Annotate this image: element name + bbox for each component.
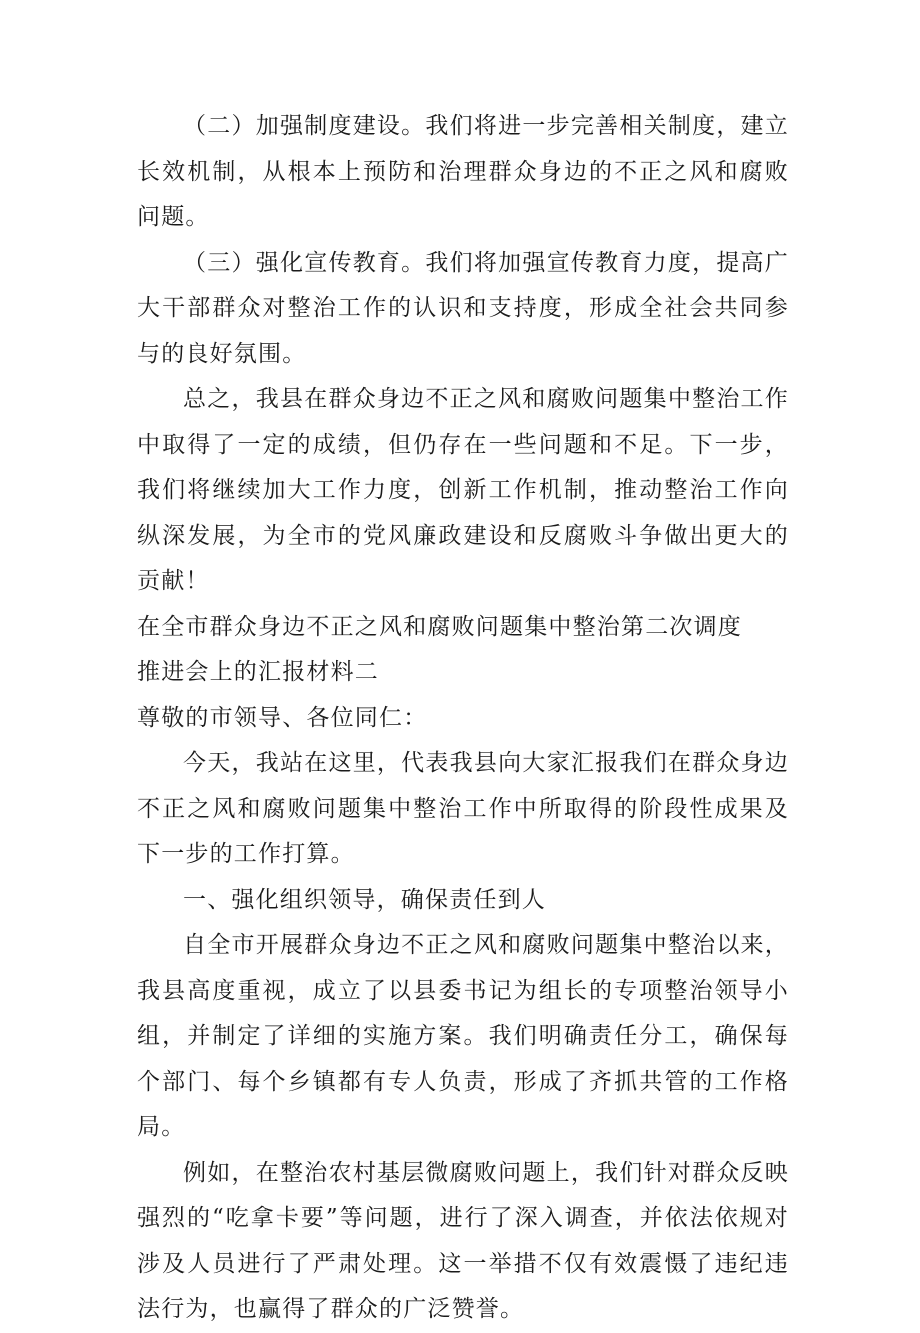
paragraph-publicity-education: （三）强化宣传教育。我们将加强宣传教育力度，提高广大干部群众对整治工作的认识和支持度，形成全社会共同参与的良好氛围。 [137,249,789,367]
paragraph-institution-building: （二）加强制度建设。我们将进一步完善相关制度，建立长效机制，从根本上预防和治理群众身边的不正之风和腐败问题。 [137,113,789,230]
paragraph-introduction: 今天，我站在这里，代表我县向大家汇报我们在群众身边不正之风和腐败问题集中整治工作中所取得的阶段性成果及下一步的工作打算。 [137,750,789,867]
paragraph-summary: 总之，我县在群众身边不正之风和腐败问题集中整治工作中取得了一定的成绩，但仍存在一些问题和不足。下一步，我们将继续加大工作力度，创新工作机制，推动整治工作向纵深发展，为全市的党风廉政建设和反腐败斗争做出更大的贡献！ [137,386,789,594]
report-title-line2: 推进会上的汇报材料二 [137,659,379,685]
document-body [137,104,789,1333]
paragraph-example: 例如，在整治农村基层微腐败问题上，我们针对群众反映强烈的“吃拿卡要”等问题，进行了深入调查，并依法依规对涉及人员进行了严肃处理。这一举措不仅有效震慑了违纪违法行为，也赢得了群众的广泛赞誉。 [137,1159,789,1322]
section-heading-1: 一、强化组织领导，确保责任到人 [183,886,546,913]
report-title-line1: 在全市群众身边不正之风和腐败问题集中整治第二次调度 [137,613,742,640]
salutation: 尊敬的市领导、各位同仁： [137,704,428,731]
paragraph-leadership: 自全市开展群众身边不正之风和腐败问题集中整治以来，我县高度重视，成立了以县委书记为组长的专项整治领导小组，并制定了详细的实施方案。我们明确责任分工，确保每个部门、每个乡镇都有专人负责，形成了齐抓共管的工作格局。 [137,932,789,1140]
